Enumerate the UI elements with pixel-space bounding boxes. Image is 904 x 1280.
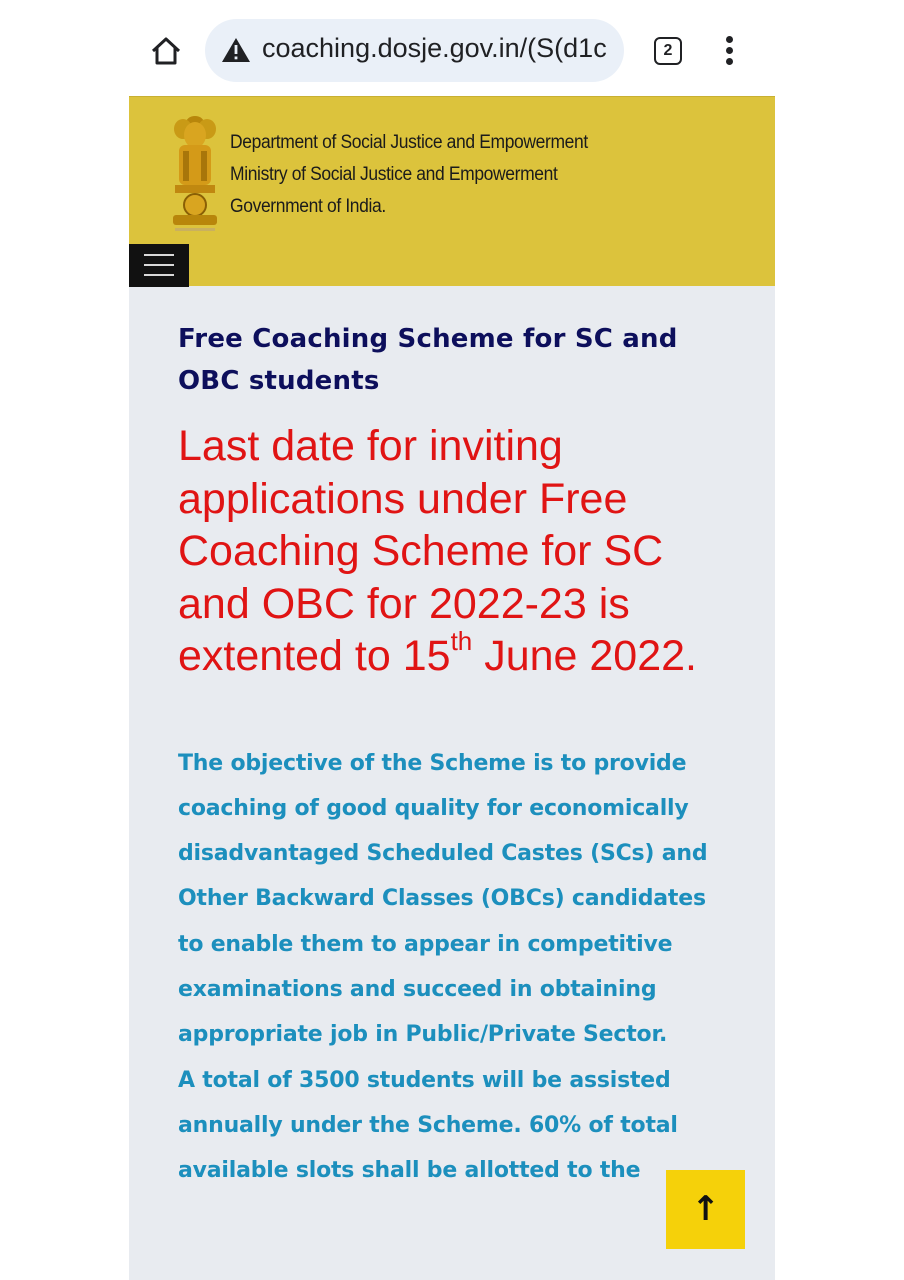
url-text[interactable]: coaching.dosje.gov.in/(S(d1c bbox=[262, 33, 607, 63]
ministry-line: Ministry of Social Justice and Empowerment bbox=[230, 164, 558, 185]
notice-text: Last date for inviting applications under Free Coaching Scheme for SC and OBC for 2022-23 is extented to 15 bbox=[178, 422, 664, 680]
site-header bbox=[129, 96, 775, 286]
home-icon[interactable] bbox=[149, 34, 183, 68]
scheme-objective: The objective of the Scheme is to provide coaching of good quality for economically disadvantaged Scheduled Castes (SCs) and Other Backward Classes (OBCs) candidates to enable them to appear in competitive examinations and succeed in obtaining appropriate job in Public/Private Sector. bbox=[178, 750, 708, 1048]
warning-icon[interactable] bbox=[221, 37, 251, 63]
browser-toolbar bbox=[129, 0, 775, 96]
page-title: Free Coaching Scheme for SC and OBC students bbox=[178, 324, 678, 396]
browser-viewport bbox=[129, 0, 775, 1280]
scheme-details: A total of 3500 students will be assisted annually under the Scheme. 60% of total available slots shall be allotted to the bbox=[178, 1067, 678, 1184]
more-options-icon[interactable] bbox=[723, 36, 735, 66]
deadline-notice bbox=[178, 420, 738, 683]
address-bar[interactable] bbox=[205, 19, 624, 82]
hamburger-menu-icon[interactable] bbox=[129, 244, 189, 287]
notice-date-text: June 2022. bbox=[472, 632, 697, 680]
scroll-to-top-button[interactable]: ↑ bbox=[666, 1170, 745, 1249]
government-line: Government of India. bbox=[230, 196, 386, 217]
tab-switcher-button[interactable]: 2 bbox=[654, 37, 682, 65]
notice-ordinal: th bbox=[450, 626, 473, 656]
department-info bbox=[230, 127, 588, 223]
main-content bbox=[178, 318, 748, 1193]
department-line: Department of Social Justice and Empowerment bbox=[230, 132, 588, 153]
national-emblem-logo bbox=[169, 109, 221, 239]
